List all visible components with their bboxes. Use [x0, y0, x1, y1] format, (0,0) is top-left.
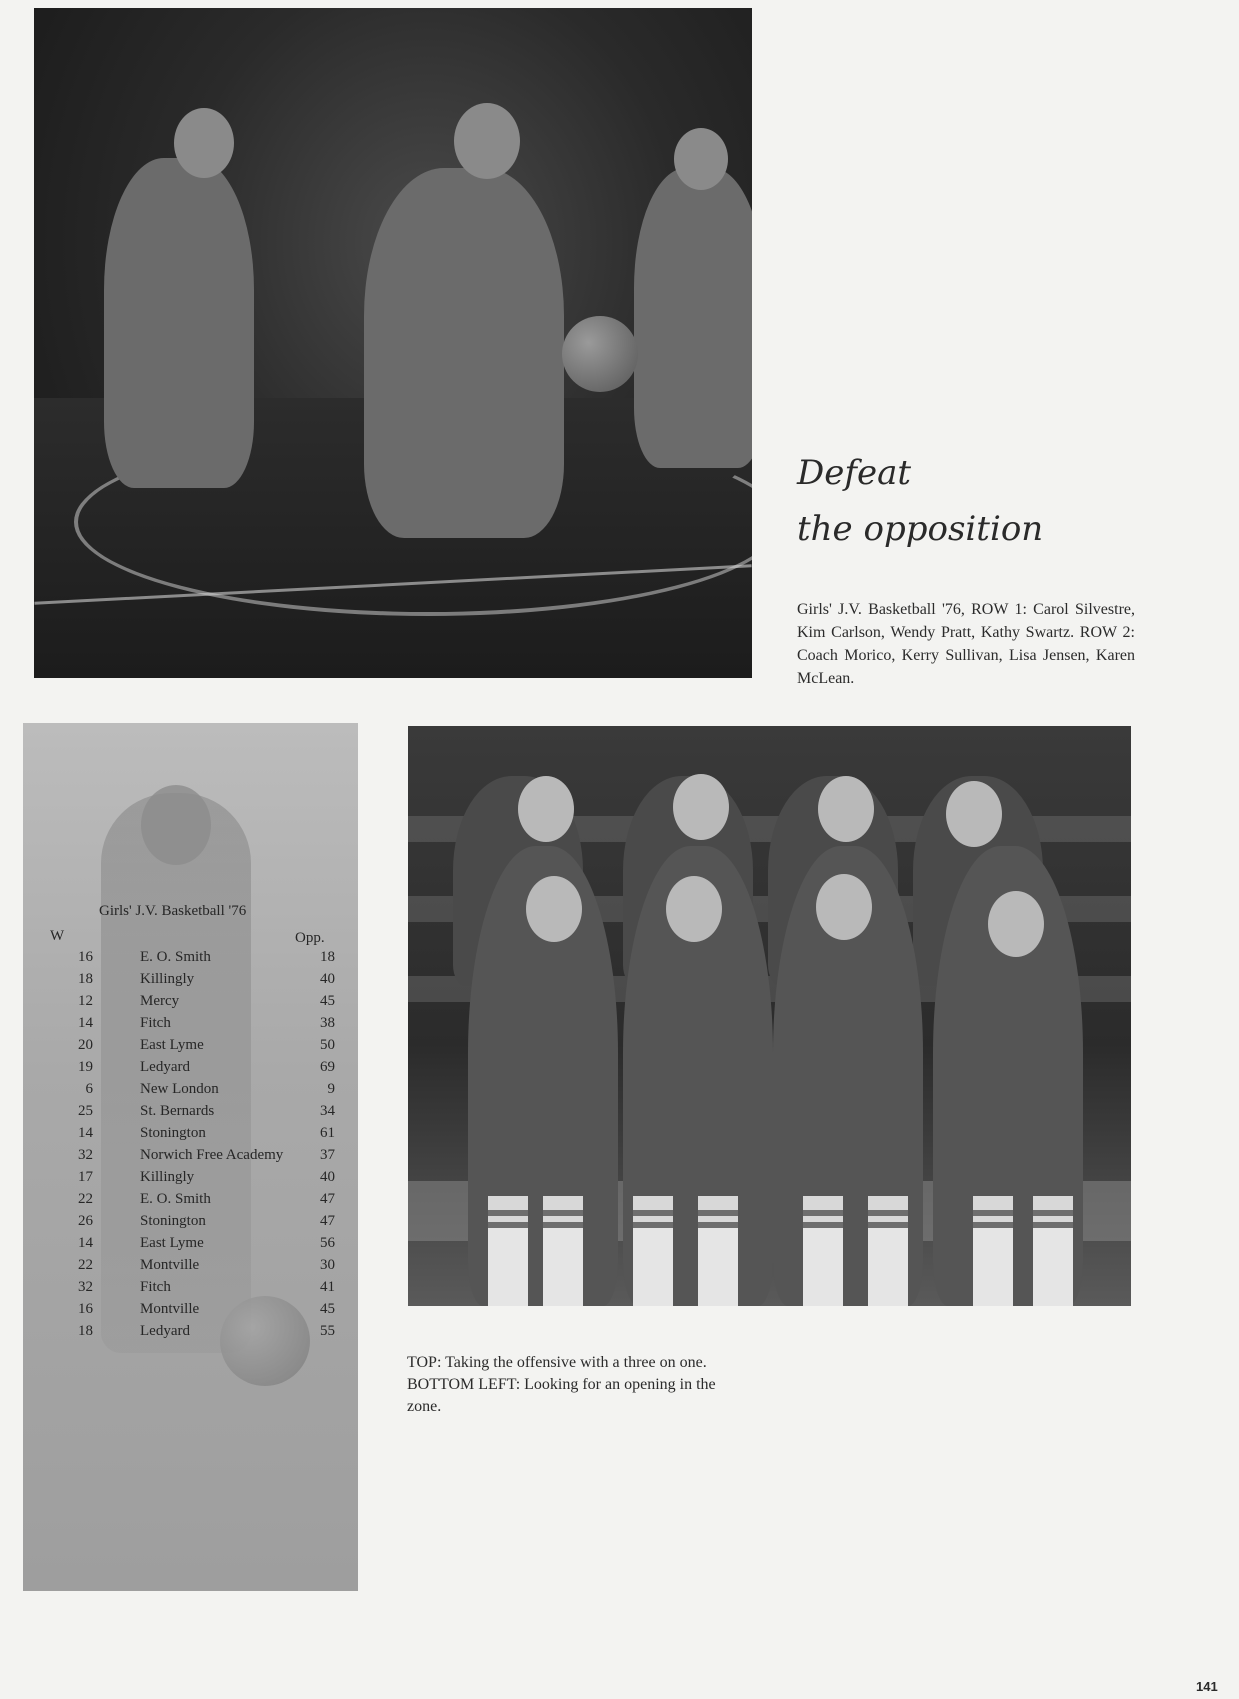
opponent-name: East Lyme	[140, 1235, 204, 1251]
schedule-row	[23, 1323, 358, 1345]
player-center-head	[454, 103, 520, 179]
opponent-name: E. O. Smith	[140, 1191, 211, 1207]
schedule-title: Girls' J.V. Basketball '76	[99, 903, 247, 919]
face	[673, 774, 729, 840]
schedule-row	[23, 1147, 358, 1169]
opponent-name: Norwich Free Academy	[140, 1147, 284, 1163]
face	[988, 891, 1044, 957]
score-opp: 47	[320, 1213, 335, 1229]
opponent-name: Stonington	[140, 1213, 206, 1229]
face	[666, 876, 722, 942]
score-w: 22	[78, 1257, 93, 1273]
score-w: 18	[78, 1323, 93, 1339]
score-opp: 45	[320, 1301, 335, 1317]
score-opp: 61	[320, 1125, 335, 1141]
score-w: 6	[85, 1081, 93, 1097]
sock	[1033, 1196, 1073, 1306]
score-opp: 45	[320, 993, 335, 1009]
score-w: 14	[78, 1125, 93, 1141]
schedule-row	[23, 1301, 358, 1323]
schedule-row	[23, 1235, 358, 1257]
opponent-name: Fitch	[140, 1015, 171, 1031]
headline	[797, 445, 1117, 557]
score-opp: 55	[320, 1323, 335, 1339]
opponent-name: East Lyme	[140, 1037, 204, 1053]
score-w: 16	[78, 949, 93, 965]
player-figure-head	[141, 785, 211, 865]
score-opp: 50	[320, 1037, 335, 1053]
score-opp: 34	[320, 1103, 335, 1119]
schedule-row	[23, 1125, 358, 1147]
opponent-name: New London	[140, 1081, 219, 1097]
caption-bottom-left: BOTTOM LEFT: Looking for an opening in the zone.	[407, 1376, 716, 1415]
schedule-row	[23, 993, 358, 1015]
face	[526, 876, 582, 942]
opponent-name: Montville	[140, 1301, 200, 1317]
headline-line1: Defeat	[797, 453, 912, 493]
score-w: 16	[78, 1301, 93, 1317]
score-opp: 56	[320, 1235, 335, 1251]
player-right-head	[674, 128, 728, 190]
team-photo	[408, 726, 1131, 1306]
basketball	[562, 316, 638, 392]
score-w: 12	[78, 993, 93, 1009]
schedule-row	[23, 1081, 358, 1103]
schedule-row	[23, 1279, 358, 1301]
score-opp: 18	[320, 949, 335, 965]
score-opp: 47	[320, 1191, 335, 1207]
sock	[868, 1196, 908, 1306]
schedule-row	[23, 1015, 358, 1037]
player-left-head	[174, 108, 234, 178]
sock	[803, 1196, 843, 1306]
face	[816, 874, 872, 940]
score-w: 14	[78, 1235, 93, 1251]
schedule-row	[23, 1037, 358, 1059]
score-w: 19	[78, 1059, 93, 1075]
opponent-name: Killingly	[140, 1169, 195, 1185]
score-opp: 40	[320, 1169, 335, 1185]
opponent-name: Ledyard	[140, 1323, 190, 1339]
opponent-name: Fitch	[140, 1279, 171, 1295]
opponent-name: Killingly	[140, 971, 195, 987]
score-w: 18	[78, 971, 93, 987]
player-center	[364, 168, 564, 538]
schedule-row	[23, 1059, 358, 1081]
score-w: 25	[78, 1103, 93, 1119]
score-opp: 37	[320, 1147, 335, 1163]
schedule-row	[23, 1257, 358, 1279]
schedule-row	[23, 1213, 358, 1235]
schedule-header-opp: Opp.	[295, 930, 325, 946]
face	[518, 776, 574, 842]
action-photo-top	[34, 8, 752, 678]
page-number: 141	[1196, 1679, 1218, 1694]
schedule-row	[23, 949, 358, 971]
opponent-name: E. O. Smith	[140, 949, 211, 965]
sock	[973, 1196, 1013, 1306]
schedule-row	[23, 1191, 358, 1213]
face	[946, 781, 1002, 847]
sock	[698, 1196, 738, 1306]
sock	[543, 1196, 583, 1306]
score-w: 26	[78, 1213, 93, 1229]
score-opp: 38	[320, 1015, 335, 1031]
player-left	[104, 158, 254, 488]
score-opp: 41	[320, 1279, 335, 1295]
player-right	[634, 168, 752, 468]
score-opp: 40	[320, 971, 335, 987]
schedule-row	[23, 1169, 358, 1191]
schedule-header-w: W	[50, 928, 65, 944]
face	[818, 776, 874, 842]
headline-line2: the opposition	[797, 509, 1044, 549]
schedule-row	[23, 1103, 358, 1125]
score-w: 14	[78, 1015, 93, 1031]
schedule-rows	[23, 949, 358, 1345]
opponent-name: Stonington	[140, 1125, 206, 1141]
schedule-row	[23, 971, 358, 993]
score-opp: 9	[327, 1081, 335, 1097]
score-w: 17	[78, 1169, 93, 1185]
score-w: 20	[78, 1037, 93, 1053]
score-w: 32	[78, 1147, 93, 1163]
opponent-name: Mercy	[140, 993, 180, 1009]
caption-top: TOP: Taking the offensive with a three on one.	[407, 1354, 707, 1371]
photo-caption	[407, 1352, 747, 1418]
opponent-name: Montville	[140, 1257, 200, 1273]
score-w: 32	[78, 1279, 93, 1295]
opponent-name: Ledyard	[140, 1059, 190, 1075]
score-opp: 69	[320, 1059, 335, 1075]
opponent-name: St. Bernards	[140, 1103, 215, 1119]
sock	[633, 1196, 673, 1306]
score-opp: 30	[320, 1257, 335, 1273]
roster-caption: Girls' J.V. Basketball '76, ROW 1: Carol Silvestre, Kim Carlson, Wendy Pratt, Kathy Swartz. ROW 2: Coach Morico, Kerry Sullivan, Lisa Jensen, Karen McLean.	[797, 601, 1135, 687]
sock	[488, 1196, 528, 1306]
score-w: 22	[78, 1191, 93, 1207]
